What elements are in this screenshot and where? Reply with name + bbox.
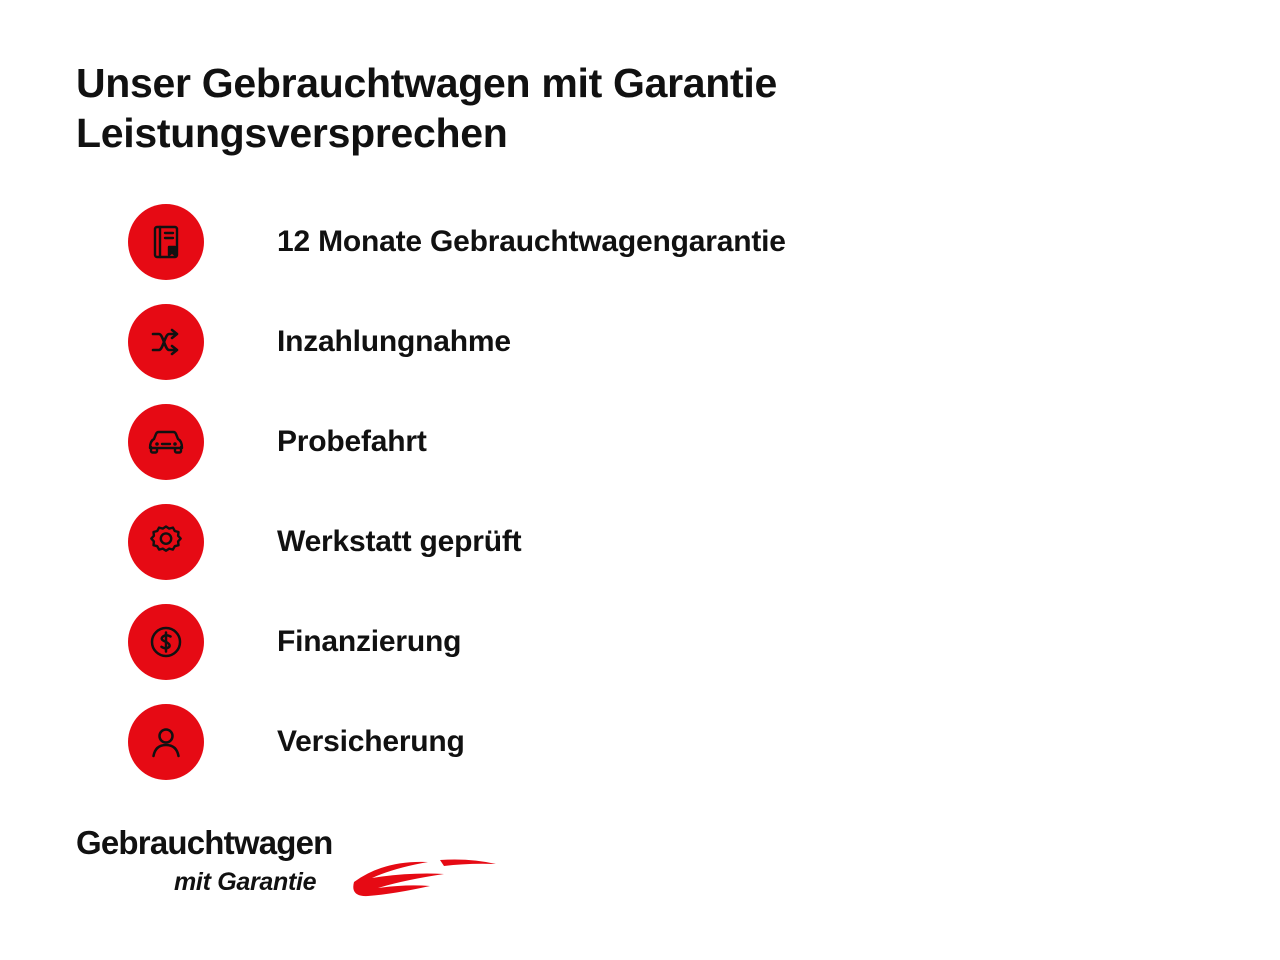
car-front-icon [128, 404, 204, 480]
feature-label: Finanzierung [277, 625, 462, 658]
brush-stroke-icon [344, 842, 524, 908]
dollar-coin-icon [128, 604, 204, 680]
list-item [76, 192, 1076, 292]
feature-label: 12 Monate Gebrauchtwagengarantie [277, 225, 786, 258]
brand-logo-line1: Gebrauchtwagen [76, 824, 333, 861]
list-item [76, 592, 1076, 692]
brand-logo-line2: mit Garantie [174, 868, 317, 896]
shuffle-arrows-icon [128, 304, 204, 380]
list-item [76, 692, 1076, 792]
booklet-icon [128, 204, 204, 280]
list-item [76, 392, 1076, 492]
feature-label: Probefahrt [277, 425, 427, 458]
feature-label: Inzahlungnahme [277, 325, 511, 358]
feature-label: Versicherung [277, 725, 465, 758]
person-icon [128, 704, 204, 780]
feature-list [76, 192, 1076, 792]
list-item [76, 292, 1076, 392]
gear-icon [128, 504, 204, 580]
page-title: Unser Gebrauchtwagen mit Garantie Leistungsversprechen [76, 60, 777, 157]
brand-logo [76, 826, 496, 916]
feature-label: Werkstatt geprüft [277, 525, 522, 558]
list-item [76, 492, 1076, 592]
